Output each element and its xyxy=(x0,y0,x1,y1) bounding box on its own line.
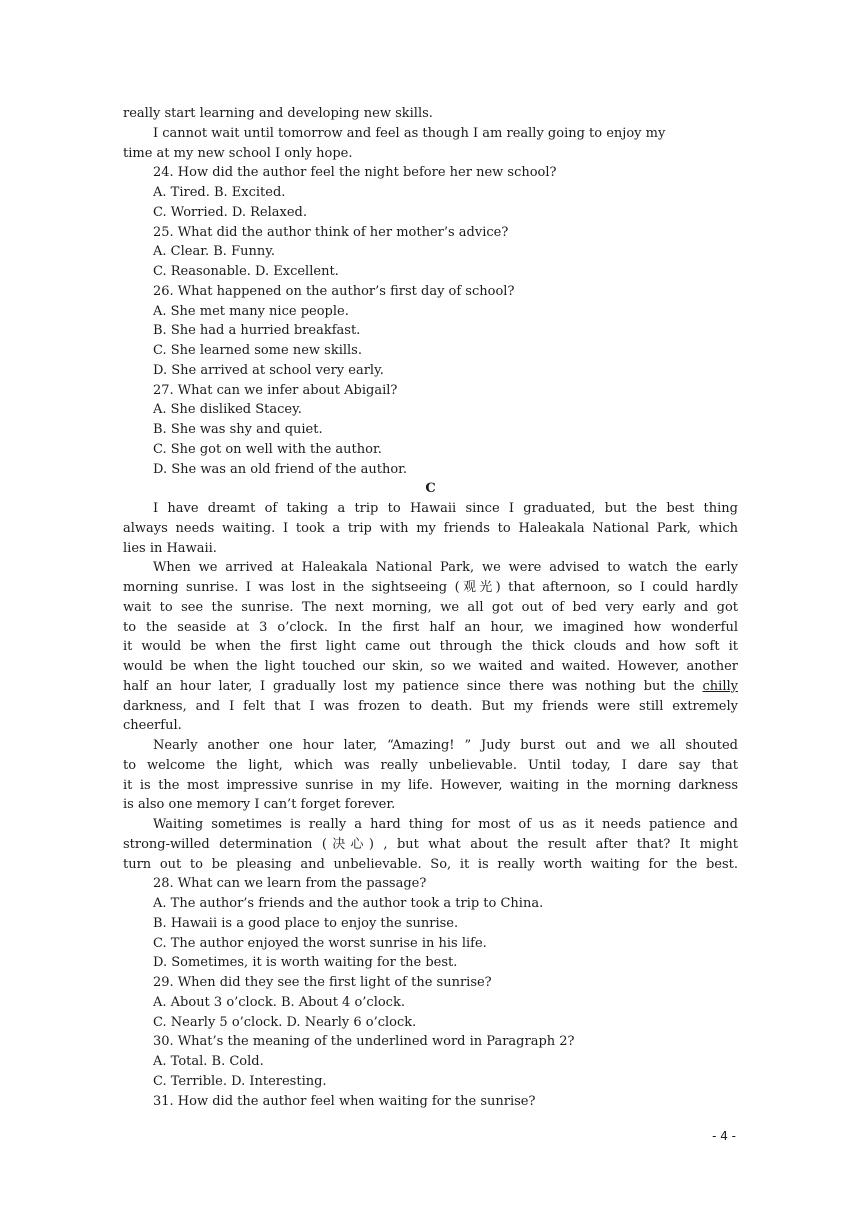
passage-line: is also one memory I can’t forget forever. xyxy=(123,797,396,813)
page-number: - 4 - xyxy=(712,1129,736,1143)
passage-line: would be when the light touched our skin, so we waited and waited. However, another xyxy=(123,659,738,674)
question-26: 26. What happened on the author’s first day of school? xyxy=(153,283,515,299)
options-29-ab: A. About 3 o’clock. B. About 4 o’clock. xyxy=(153,994,405,1010)
passage-line: lies in Hawaii. xyxy=(123,540,217,556)
option-28-b: B. Hawaii is a good place to enjoy the sunrise. xyxy=(153,915,459,931)
passage-line xyxy=(123,677,738,697)
option-27-b: B. She was shy and quiet. xyxy=(153,422,323,437)
passage-line: darkness, and I felt that I was frozen to death. But my friends were still extremely xyxy=(123,698,738,714)
passage-line: always needs waiting. I took a trip with my friends to Haleakala National Park, which xyxy=(123,520,738,536)
text-line: really start learning and developing new skills. xyxy=(123,106,433,121)
option-26-b: B. She had a hurried breakfast. xyxy=(153,323,361,339)
option-26-c: C. She learned some new skills. xyxy=(153,343,362,358)
passage-text: half an hour later, I gradually lost my patience since there was nothing but the xyxy=(123,678,695,694)
option-27-c: C. She got on well with the author. xyxy=(153,441,382,457)
passage-line: Nearly another one hour later, “Amazing! ” Judy burst out and we all shouted xyxy=(153,738,738,753)
question-31: 31. How did the author feel when waiting for the sunrise? xyxy=(153,1093,536,1109)
option-26-a: A. She met many nice people. xyxy=(153,303,349,319)
question-30: 30. What’s the meaning of the underlined word in Paragraph 2? xyxy=(153,1034,575,1050)
option-28-c: C. The author enjoyed the worst sunrise in his life. xyxy=(153,935,487,951)
question-27: 27. What can we infer about Abigail? xyxy=(153,382,398,398)
underlined-word: chilly xyxy=(702,678,738,694)
passage-line: turn out to be pleasing and unbelievable. So, it is really worth waiting for the best. xyxy=(123,856,738,872)
passage-line: to the seaside at 3 o’clock. In the first half an hour, we imagined how wonderful xyxy=(123,619,738,635)
options-24-ab: A. Tired. B. Excited. xyxy=(153,185,286,200)
passage-line: cheerful. xyxy=(123,718,182,734)
passage-line: strong-willed determination (决心) , but what about the result after that? It might xyxy=(123,836,738,852)
question-28: 28. What can we learn from the passage? xyxy=(153,876,427,892)
question-25: 25. What did the author think of her mother’s advice? xyxy=(153,224,509,240)
passage-line: Waiting sometimes is really a hard thing for most of us as it needs patience and xyxy=(153,817,738,832)
option-28-d: D. Sometimes, it is worth waiting for the best. xyxy=(153,955,458,971)
option-27-a: A. She disliked Stacey. xyxy=(153,402,302,418)
passage-line: it is the most impressive sunrise in my life. However, waiting in the morning darkness xyxy=(123,777,738,793)
option-26-d: D. She arrived at school very early. xyxy=(153,362,384,378)
question-29: 29. When did they see the first light of the sunrise? xyxy=(153,975,492,990)
options-25-cd: C. Reasonable. D. Excellent. xyxy=(153,264,339,279)
text-line: time at my new school I only hope. xyxy=(123,145,353,161)
passage-line: wait to see the sunrise. The next morning, we all got out of bed very early and got xyxy=(123,599,738,615)
page-content xyxy=(123,104,738,1111)
options-24-cd: C. Worried. D. Relaxed. xyxy=(153,204,308,220)
passage-line: to welcome the light, which was really unbelievable. Until today, I dare say that xyxy=(123,757,738,773)
option-28-a: A. The author’s friends and the author took a trip to China. xyxy=(153,896,544,911)
passage-line: morning sunrise. I was lost in the sightseeing (观光) that afternoon, so I could hardly xyxy=(123,580,738,595)
option-27-d: D. She was an old friend of the author. xyxy=(153,461,408,477)
options-30-cd: C. Terrible. D. Interesting. xyxy=(153,1073,327,1089)
passage-line: When we arrived at Haleakala National Park, we were advised to watch the early xyxy=(153,560,738,576)
options-25-ab: A. Clear. B. Funny. xyxy=(153,244,275,260)
passage-line: it would be when the first light came out through the thick clouds and how soft it xyxy=(123,639,738,655)
options-30-ab: A. Total. B. Cold. xyxy=(153,1054,264,1069)
question-24: 24. How did the author feel the night before her new school? xyxy=(153,165,557,181)
passage-line: I have dreamt of taking a trip to Hawaii since I graduated, but the best thing xyxy=(153,501,738,516)
options-29-cd: C. Nearly 5 o’clock. D. Nearly 6 o’clock. xyxy=(153,1014,417,1030)
section-heading-c: C xyxy=(425,481,436,497)
text-line: I cannot wait until tomorrow and feel as though I am really going to enjoy my xyxy=(153,125,666,141)
